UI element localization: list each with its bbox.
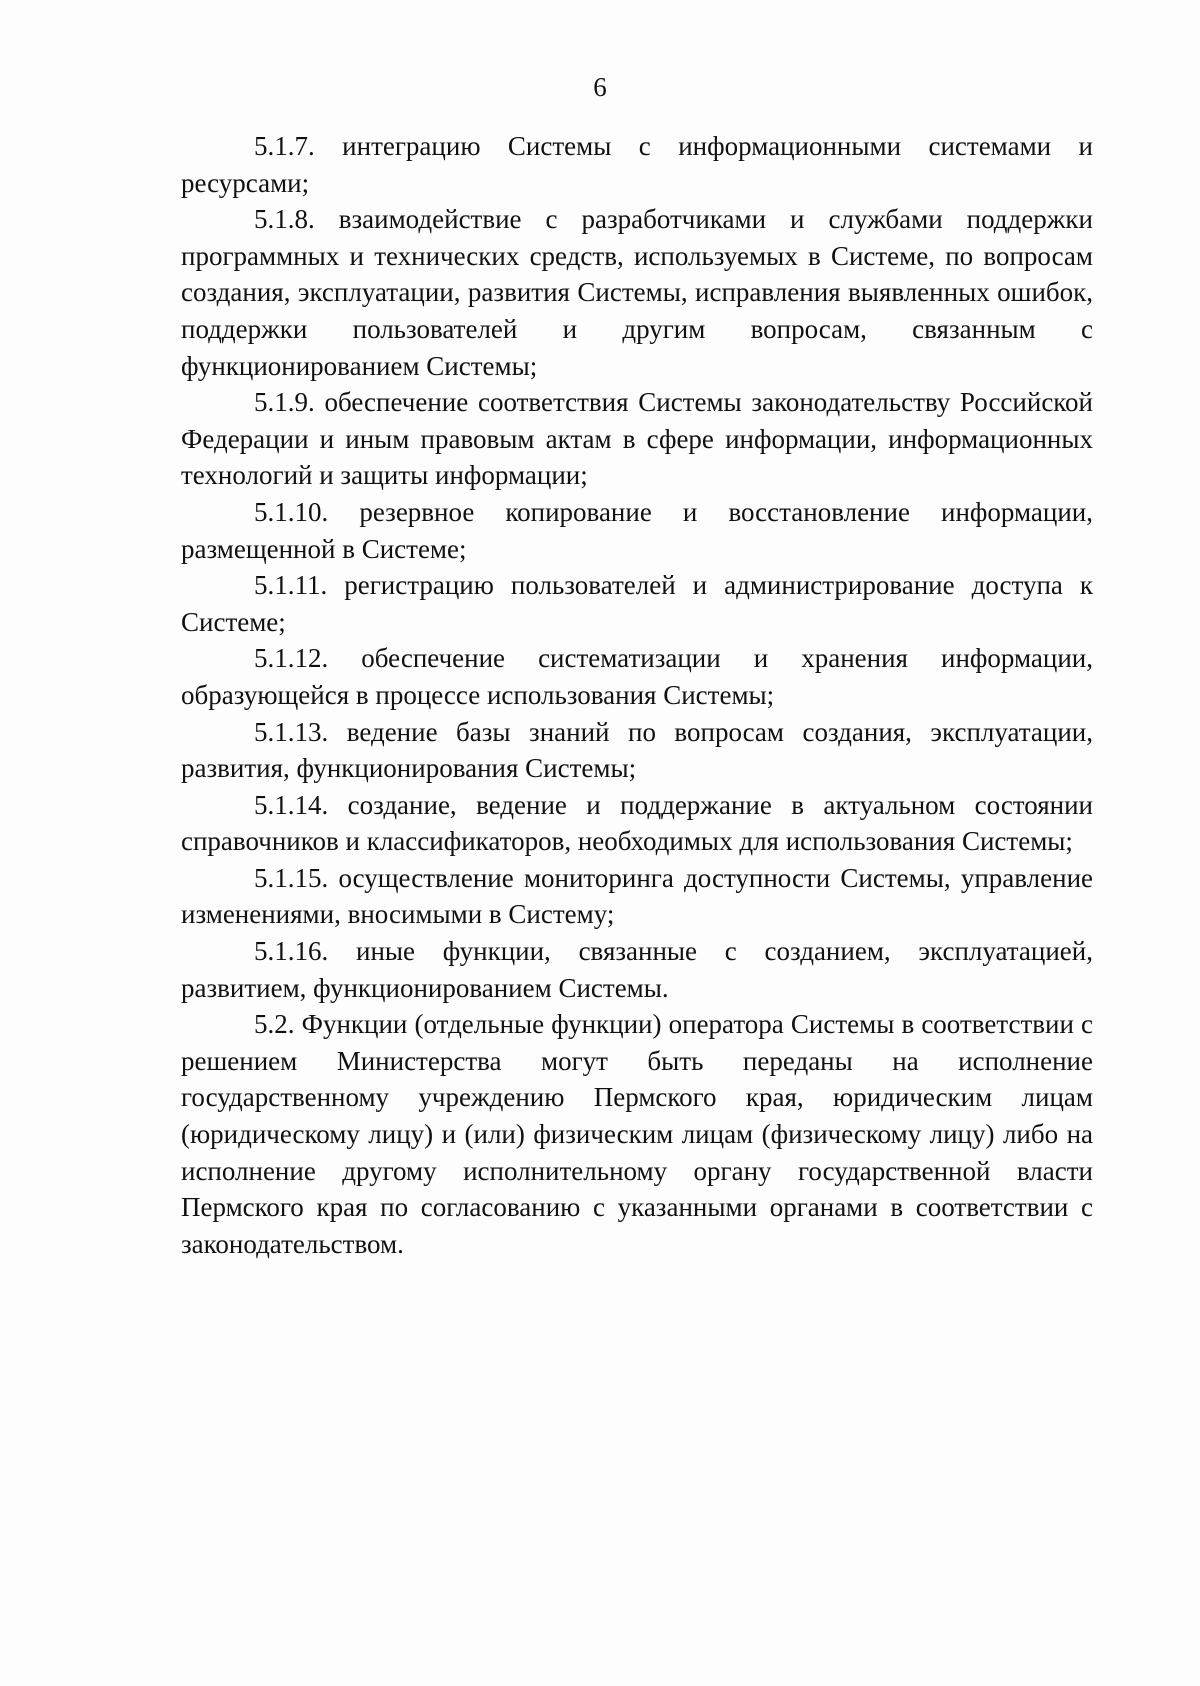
document-body (181, 128, 1093, 1262)
paragraph-5-1-16: 5.1.16. иные функции, связанные с созданием, эксплуатацией, развитием, функционированием Системы. (181, 936, 1093, 1003)
paragraph-5-1-10: 5.1.10. резервное копирование и восстановление информации, размещенной в Системе; (181, 496, 1093, 564)
paragraph-5-1-9: 5.1.9. обеспечение соответствия Системы законодательству Российской Федерации и иным правовым актам в сфере информации, информационных технологий и защиты информации; (181, 387, 1093, 491)
paragraph-5-1-14: 5.1.14. создание, ведение и поддержание в актуальном состоянии справочников и классификаторов, необходимых для использования Системы; (181, 789, 1093, 857)
paragraph-5-1-13: 5.1.13. ведение базы знаний по вопросам создания, эксплуатации, развития, функционирования Системы; (181, 716, 1093, 784)
page-number: 6 (593, 72, 607, 102)
paragraph-5-1-8: 5.1.8. взаимодействие с разработчиками и службами поддержки программных и технических средств, используемых в Системе, по вопросам создания, эксплуатации, развития Системы, исправления выявленных ошибок, поддержки пользователей и другим вопросам, связанным с функционированием Системы; (181, 204, 1093, 381)
paragraph-5-1-11: 5.1.11. регистрацию пользователей и администрирование доступа к Системе; (181, 570, 1093, 637)
paragraph-5-1-12: 5.1.12. обеспечение систематизации и хранения информации, образующейся в процессе использования Системы; (181, 643, 1093, 710)
paragraph-5-1-15: 5.1.15. осуществление мониторинга доступности Системы, управление изменениями, вносимыми в Систему; (181, 862, 1093, 930)
paragraph-5-1-7: 5.1.7. интеграцию Системы с информационными системами и ресурсами; (181, 131, 1093, 198)
paragraph-5-2: 5.2. Функции (отдельные функции) оператора Системы в соответствии с решением Министерства могут быть переданы на исполнение государственному учреждению Пермского края, юридическим лицам (юридическому лицу) и (или) физическим лицам (физическому лицу) либо на исполнение другому исполнительному органу государственной власти Пермского края по согласованию с указанными органами в соответствии с законодательством. (181, 1009, 1093, 1259)
